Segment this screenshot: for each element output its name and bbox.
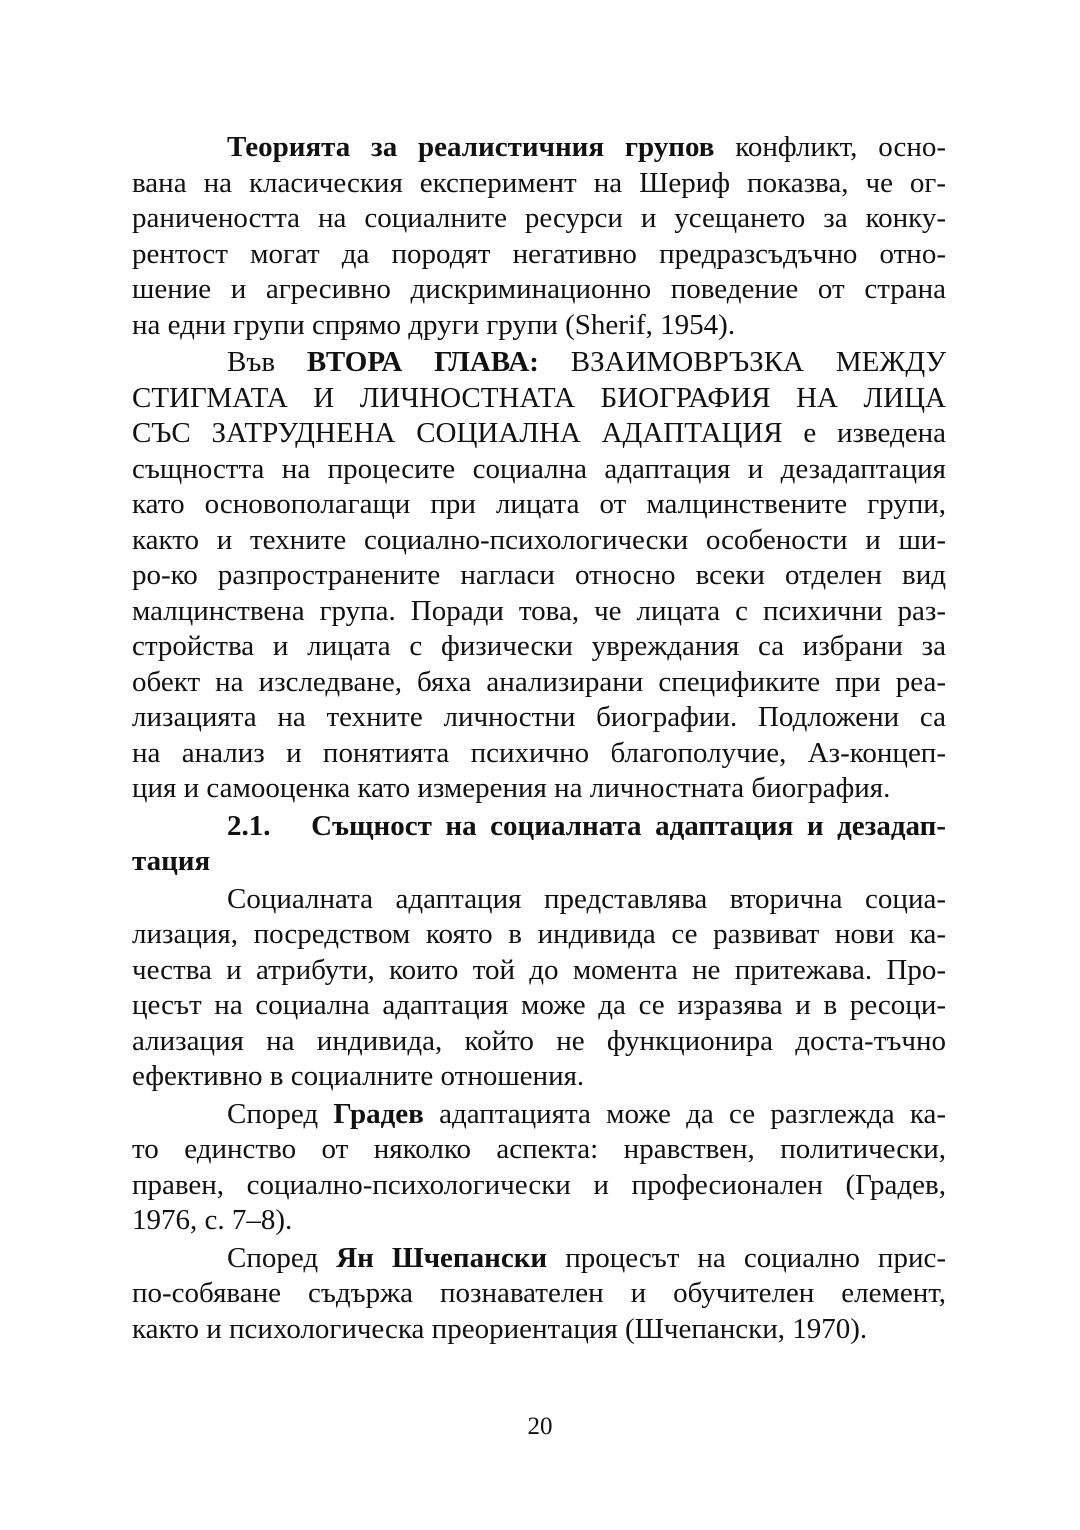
heading-line: тация	[132, 845, 211, 877]
text-line: стройства и лицата с физически увреждания са избрани за	[132, 630, 946, 662]
text-line: правен, социално-психологически и професионален (Градев,	[132, 1168, 946, 1201]
text-line: като основополагащи при лицата от малцинствените групи,	[132, 488, 946, 520]
text-line: ефективно в социалните отношения.	[132, 1060, 585, 1092]
text-line: както и психологическа преориентация (Шчепански, 1970).	[132, 1312, 868, 1345]
text-line: то единство от няколко аспекта: нравствен, политически,	[132, 1133, 946, 1165]
bold-term: Теорията за реалистичния групов	[227, 131, 715, 163]
text-line: малцинствена група. Поради това, че лицата с психични раз-	[132, 594, 946, 627]
text-line: ро-ко разпространените нагласи относно всеки отделен вид	[132, 559, 946, 591]
text-line: чества и атрибути, които той до момента не притежава. Про-	[132, 953, 946, 986]
page-body	[132, 130, 946, 1347]
bold-term: Ян Шчепански	[336, 1241, 548, 1274]
heading-line: 2.1. Същност на социалната адаптация и дезадап-	[227, 809, 946, 842]
text-line: ция и самооценка като измерения на личностната биография.	[132, 772, 891, 804]
text-line: обект на изследване, бяха анализирани спецификите при реа-	[132, 665, 946, 698]
text-line: Социалната адаптация представлява вторична социа-	[227, 882, 946, 915]
text-line: лизацията на техните личностни биографии. Подложени са	[132, 701, 946, 733]
text-line: цесът на социална адаптация може да се изразява и в ресоци-	[132, 989, 946, 1021]
text-line: СЪС ЗАТРУДНЕНА СОЦИАЛНА АДАПТАЦИЯ е изведена	[132, 417, 946, 449]
paragraph-realistic-conflict	[132, 130, 946, 343]
text-line: по-собяване съдържа познавателен и обучителен елемент,	[132, 1277, 946, 1309]
text-line: както и техните социално-психологически особености и ши-	[132, 523, 946, 556]
text-line: рентост могат да породят негативно предразсъдъчно отно-	[132, 237, 946, 270]
text-line: вана на класическия експеримент на Шериф показва, че ог-	[132, 166, 946, 199]
text-line: на анализ и понятията психично благополучие, Аз-концеп-	[132, 736, 946, 769]
text-line: раничеността на социалните ресурси и усещането за конку-	[132, 202, 946, 234]
text-line: Теорията за реалистичния групов конфликт, осно-	[227, 131, 946, 163]
text-line: 1976, с. 7–8).	[132, 1204, 293, 1236]
text-line: Според Ян Шчепански процесът на социално прис-	[227, 1241, 946, 1274]
text-line: СТИГМАТА И ЛИЧНОСТНАТА БИОГРАФИЯ НА ЛИЦА	[132, 381, 946, 414]
text-line: на едни групи спрямо други групи (Sherif, 1954).	[132, 308, 736, 341]
paragraph-chapter-two	[132, 345, 946, 807]
section-heading-2-1	[132, 809, 946, 880]
text-line: същността на процесите социална адаптация и дезадаптация	[132, 452, 946, 485]
text-line: шение и агресивно дискриминационно поведение от страна	[132, 273, 946, 305]
text-line: лизация, посредством която в индивида се развиват нови ка-	[132, 918, 946, 950]
text-line: Във ВТОРА ГЛАВА: ВЗАИМОВРЪЗКА МЕЖДУ	[227, 346, 946, 378]
text-line: ализация на индивида, който не функционира доста-тъчно	[132, 1024, 946, 1057]
bold-term: Градев	[333, 1097, 424, 1130]
bold-term: ВТОРА ГЛАВА:	[306, 346, 539, 378]
paragraph-szczepanski	[132, 1241, 946, 1348]
text-line: Според Градев адаптацията може да се разглежда ка-	[227, 1097, 947, 1130]
page-number: 20	[527, 1413, 553, 1440]
paragraph-gradev	[132, 1097, 946, 1239]
paragraph-social-adaptation	[132, 882, 946, 1095]
